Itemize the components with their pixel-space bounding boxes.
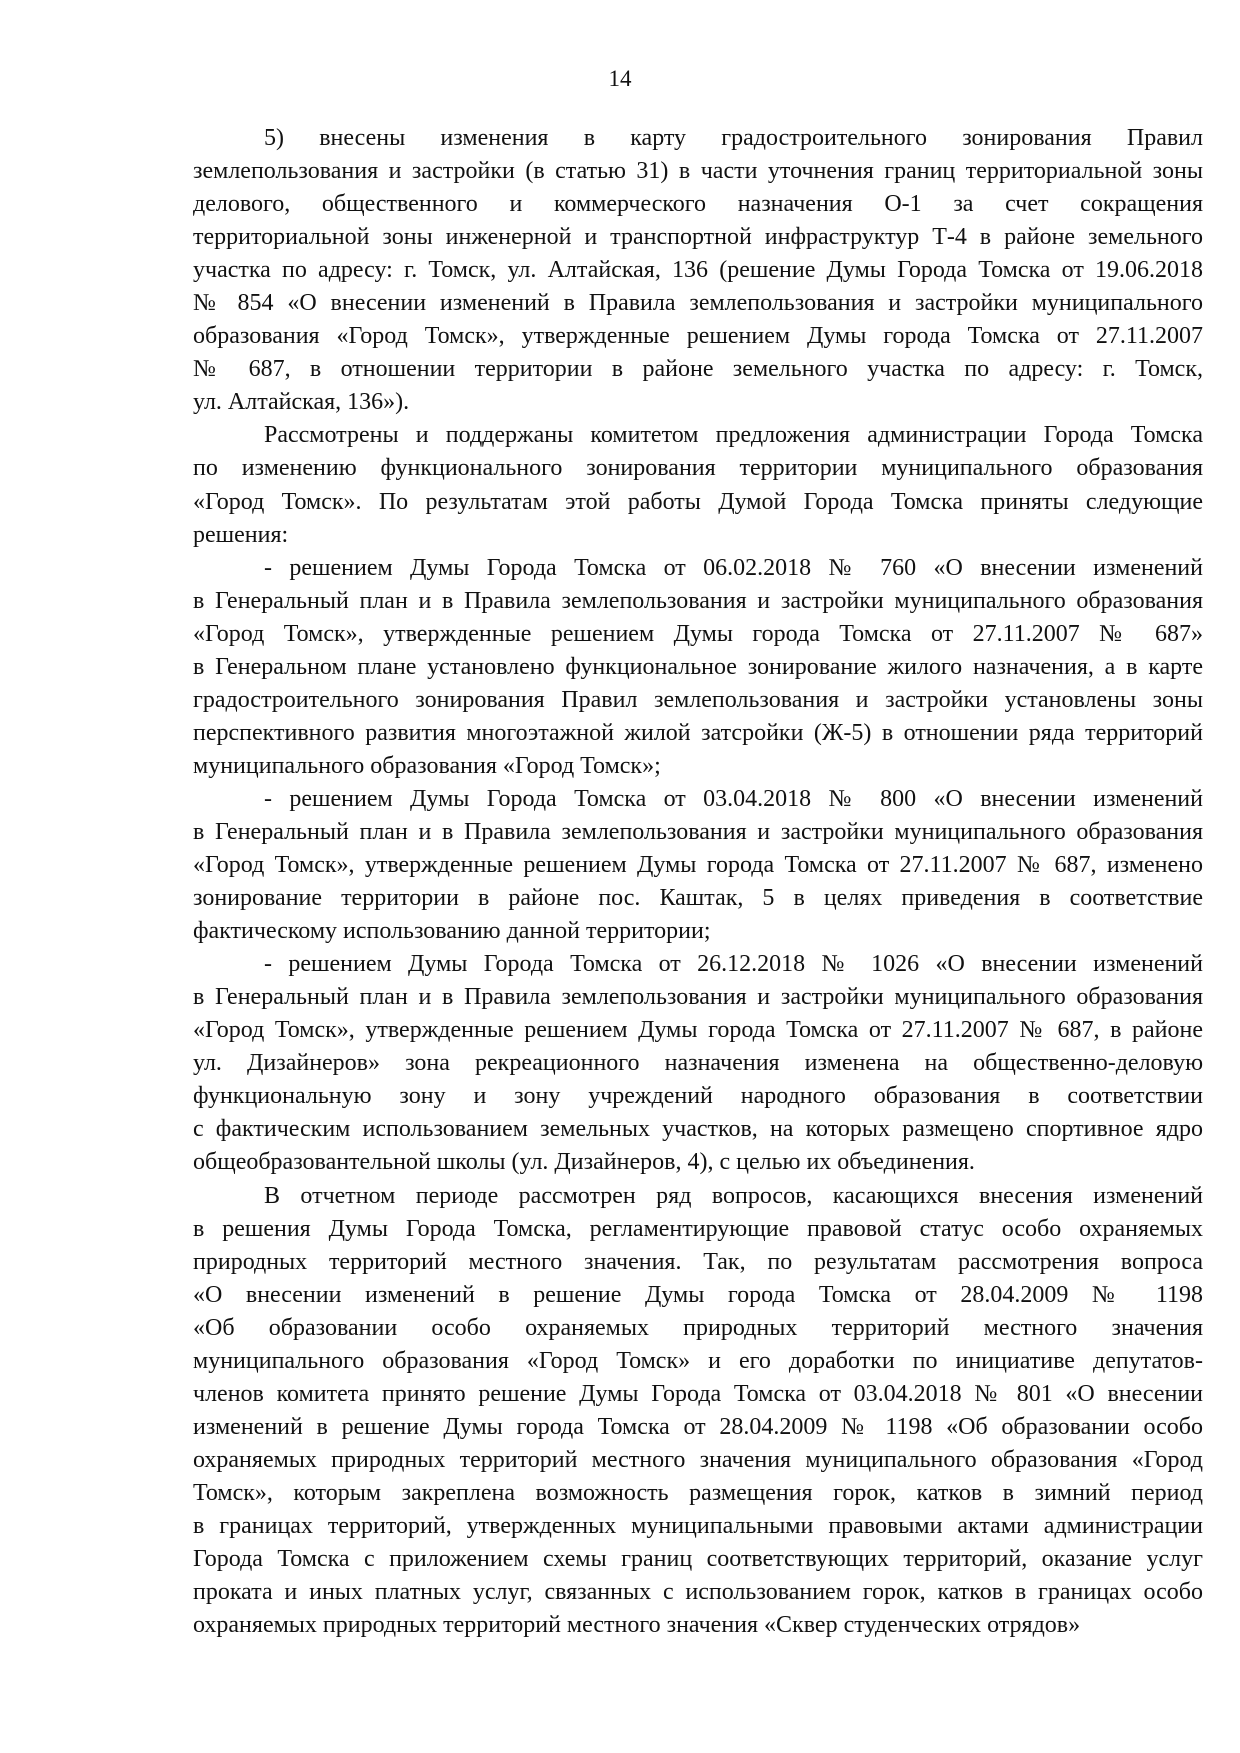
text-line: Томск», которым закреплена возможность размещения горок, катков в зимний период xyxy=(193,1479,1203,1506)
paragraph xyxy=(193,948,1203,1179)
text-line: № 687, в отношении территории в районе земельного участка по адресу: г. Томск, xyxy=(193,356,1203,383)
text-line: «Об образовании особо охраняемых природных территорий местного значения xyxy=(193,1314,1203,1341)
paragraph xyxy=(193,552,1203,783)
text-line: с фактическим использованием земельных участков, на которых размещено спортивное ядро xyxy=(193,1116,1203,1143)
text-line: охраняемых природных территорий местного значения «Сквер студенческих отрядов» xyxy=(193,1612,1081,1639)
paragraph xyxy=(193,1180,1203,1643)
text-line: общеобразовантельной школы (ул. Дизайнеров, 4), с целью их объединения. xyxy=(193,1149,975,1176)
text-line: Города Томска с приложением схемы границ соответствующих территорий, оказание услуг xyxy=(193,1546,1203,1573)
text-line: в Генеральный план и в Правила землепользования и застройки муниципального образования xyxy=(193,818,1203,845)
paragraph xyxy=(193,419,1203,551)
text-line: членов комитета принято решение Думы Города Томска от 03.04.2018 № 801 «О внесении xyxy=(193,1380,1203,1407)
text-line: по изменению функционального зонирования территории муниципального образования xyxy=(193,455,1203,482)
text-line: - решением Думы Города Томска от 06.02.2018 № 760 «О внесении изменений xyxy=(264,554,1203,581)
text-line: территориальной зоны инженерной и транспортной инфраструктур Т-4 в районе земельного xyxy=(193,224,1203,251)
page-number: 14 xyxy=(608,66,632,91)
text-line: 5) внесены изменения в карту градостроительного зонирования Правил xyxy=(264,125,1203,151)
text-line: ул. Алтайская, 136»). xyxy=(193,389,410,416)
text-line: в границах территорий, утвержденных муниципальными правовыми актами администрации xyxy=(193,1512,1203,1539)
text-line: Рассмотрены и поддержаны комитетом предложения администрации Города Томска xyxy=(264,422,1203,449)
text-line: «Город Томск», утвержденные решением Думы города Томска от 27.11.2007 № 687, в районе xyxy=(193,1017,1203,1044)
text-line: образования «Город Томск», утвержденные решением Думы города Томска от 27.11.2007 xyxy=(193,323,1203,350)
text-line: - решением Думы Города Томска от 03.04.2018 № 800 «О внесении изменений xyxy=(264,785,1203,812)
paragraph xyxy=(193,122,1203,419)
text-line: муниципального образования «Город Томск» и его доработки по инициативе депутатов- xyxy=(193,1347,1203,1374)
text-line: изменений в решение Думы города Томска от 28.04.2009 № 1198 «Об образовании особо xyxy=(193,1413,1203,1440)
text-line: фактическому использованию данной территории; xyxy=(193,918,711,945)
text-line: перспективного развития многоэтажной жилой затсройки (Ж-5) в отношении ряда территорий xyxy=(193,719,1203,746)
text-line: «О внесении изменений в решение Думы города Томска от 28.04.2009 № 1198 xyxy=(193,1281,1203,1308)
text-line: в Генеральный план и в Правила землепользования и застройки муниципального образования xyxy=(193,984,1203,1011)
text-line: природных территорий местного значения. Так, по результатам рассмотрения вопроса xyxy=(193,1248,1203,1275)
text-line: в Генеральном плане установлено функциональное зонирование жилого назначения, а в карте xyxy=(193,653,1203,680)
text-line: В отчетном периоде рассмотрен ряд вопросов, касающихся внесения изменений xyxy=(264,1182,1203,1209)
text-line: зонирование территории в районе пос. Каштак, 5 в целях приведения в соответствие xyxy=(193,885,1203,912)
document-body xyxy=(193,122,1203,1642)
text-line: функциональную зону и зону учреждений народного образования в соответствии xyxy=(193,1083,1203,1110)
text-line: проката и иных платных услуг, связанных с использованием горок, катков в границах особо xyxy=(193,1579,1203,1606)
text-line: охраняемых природных территорий местного значения муниципального образования «Город xyxy=(193,1446,1203,1473)
paragraph xyxy=(193,783,1203,948)
text-line: «Город Томск», утвержденные решением Думы города Томска от 27.11.2007 № 687» xyxy=(193,620,1203,647)
text-line: - решением Думы Города Томска от 26.12.2018 № 1026 «О внесении изменений xyxy=(264,951,1203,978)
text-line: в решения Думы Города Томска, регламентирующие правовой статус особо охраняемых xyxy=(193,1215,1203,1242)
text-line: «Город Томск». По результатам этой работы Думой Города Томска приняты следующие xyxy=(193,488,1203,515)
text-line: землепользования и застройки (в статью 31) в части уточнения границ территориальной зоны xyxy=(193,158,1203,185)
text-line: участка по адресу: г. Томск, ул. Алтайская, 136 (решение Думы Города Томска от 19.06.2018 xyxy=(193,257,1203,284)
text-line: в Генеральный план и в Правила землепользования и застройки муниципального образования xyxy=(193,587,1203,614)
text-line: делового, общественного и коммерческого назначения О-1 за счет сокращения xyxy=(193,191,1203,218)
text-line: № 854 «О внесении изменений в Правила землепользования и застройки муниципального xyxy=(193,290,1203,317)
text-line: муниципального образования «Город Томск»; xyxy=(193,752,661,779)
text-line: градостроительного зонирования Правил землепользования и застройки установлены зоны xyxy=(193,686,1203,713)
text-line: «Город Томск», утвержденные решением Думы города Томска от 27.11.2007 № 687, изменено xyxy=(193,852,1203,879)
text-line: ул. Дизайнеров» зона рекреационного назначения изменена на общественно-деловую xyxy=(193,1050,1203,1077)
text-line: решения: xyxy=(193,521,289,548)
